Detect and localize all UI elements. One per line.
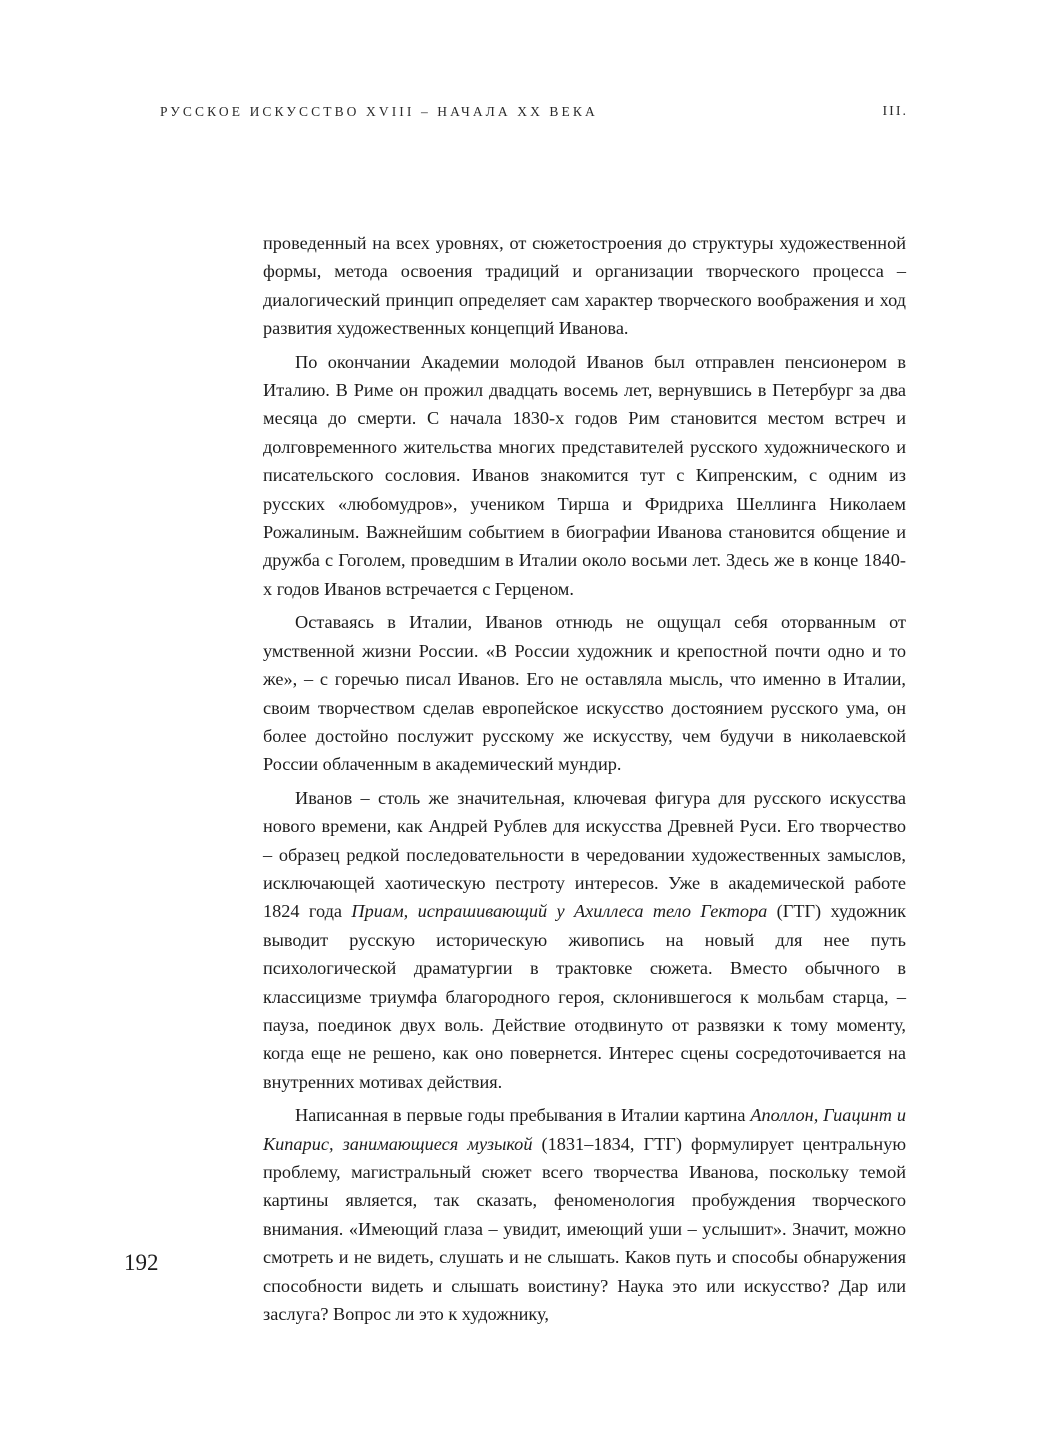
paragraph <box>263 608 906 778</box>
text-run: проведенный на всех уровнях, от сюжетостроения до структуры художественной формы, метода освоения традиций и организации творческого процесса – диалогический принцип определяет сам характер творческого воображения и ход развития художественных концепций Иванова. <box>263 233 906 339</box>
running-header-title: РУССКОЕ ИСКУССТВО XVIII – НАЧАЛА XX ВЕКА <box>160 104 598 119</box>
text-run: Написанная в первые годы пребывания в Италии картина <box>295 1105 751 1126</box>
paragraph <box>263 784 906 1096</box>
text-run: Оставаясь в Италии, Иванов отнюдь не ощущал себя оторванным от умственной жизни России. «В России художник и крепостной почти одно и то же», – с горечью писал Иванов. Его не оставляла мысль, что именно в Италии, своим творчеством сделав европейское искусство достоянием русского ума, он более достойно послужит русскому же искусству, чем будучи в николаевской России облаченным в академический мундир. <box>263 612 906 775</box>
artwork-title: Аполлон, Гиацинт и Кипарис, занимающиеся музыкой <box>263 1105 906 1154</box>
text-run: (1831–1834, ГТГ) формулирует центральную проблему, магистральный сюжет всего творчества Иванова, поскольку темой картины является, так сказать, феноменология пробуждения творческого внимания. «Имеющий глаза – увидит, имеющий уши – услышит». Значит, можно смотреть и не видеть, слушать и не слышать. Каков путь и способы обнаружения способности видеть и слышать воистину? Наука это или искусство? Дар или заслуга? Вопрос ли это к художнику, <box>263 1133 906 1325</box>
text-run: Иванов – столь же значительная, ключевая фигура для русского искусства нового времени, как Андрей Рублев для искусства Древней Руси. Его творчество – образец редкой последовательности в чередовании художественных замыслов, исключающей хаотическую пестроту интересов. Уже в академической работе 1824 года <box>263 787 906 922</box>
section-number: III. <box>882 104 908 119</box>
paragraph <box>263 229 906 343</box>
artwork-title: Приам, испрашивающий у Ахиллеса тело Гектора <box>351 901 768 922</box>
body-text <box>263 229 906 1328</box>
paragraph <box>263 1101 906 1328</box>
page-number: 192 <box>124 1250 159 1275</box>
text-run: По окончании Академии молодой Иванов был отправлен пенсионером в Италию. В Риме он прожил двадцать восемь лет, вернувшись в Петербург за два месяца до смерти. С начала 1830-х годов Рим становится местом встреч и долговременного жительства многих представителей русского художнического и писательского сословия. Иванов знакомится тут с Кипренским, с одним из русских «любомудров», учеником Тирша и Фридриха Шеллинга Николаем Рожалиным. Важнейшим событием в биографии Иванова становится общение и дружба с Гоголем, проведшим в Италии около восьми лет. Здесь же в конце 1840-х годов Иванов встречается с Герценом. <box>263 351 906 599</box>
text-run: (ГТГ) художник выводит русскую историческую живопись на новый для нее путь психологической драматургии в трактовке сюжета. Вместо обычного в классицизме триумфа благородного героя, склонившегося к мольбам старца, – пауза, поединок двух воль. Действие отодвинуто от развязки к тому моменту, когда еще не решено, как оно повернется. Интерес сцены сосредоточивается на внутренних мотивах действия. <box>263 901 907 1092</box>
paragraph <box>263 348 906 604</box>
